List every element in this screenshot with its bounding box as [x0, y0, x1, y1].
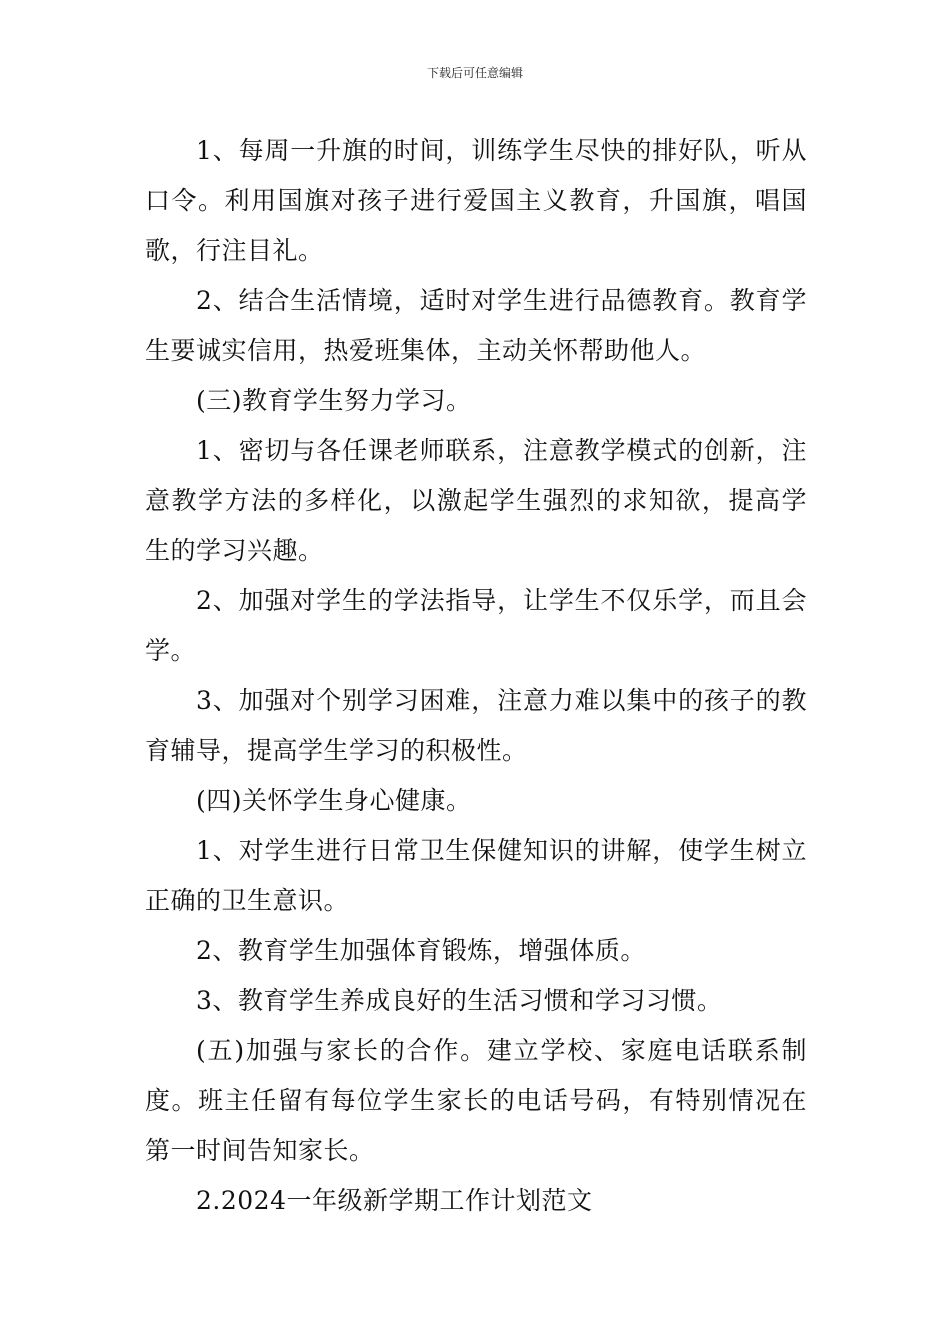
paragraph: 1、对学生进行日常卫生保健知识的讲解，使学生树立正确的卫生意识。 — [145, 836, 807, 915]
paragraph: 1、密切与各任课老师联系，注意教学模式的创新，注意教学方法的多样化，以激起学生强烈的求知欲，提高学生的学习兴趣。 — [145, 436, 807, 565]
paragraph: 3、教育学生养成良好的生活习惯和学习习惯。 — [196, 986, 723, 1015]
paragraph: 2、加强对学生的学法指导，让学生不仅乐学，而且会学。 — [145, 586, 807, 665]
paragraph: 2、结合生活情境，适时对学生进行品德教育。教育学生要诚实信用，热爱班集体，主动关怀帮助他人。 — [145, 286, 807, 365]
section-heading: (四)关怀学生身心健康。 — [196, 786, 472, 815]
paragraph: 1、每周一升旗的时间，训练学生尽快的排好队，听从口令。利用国旗对孩子进行爱国主义教育，升国旗，唱国歌，行注目礼。 — [145, 136, 807, 265]
page-header: 下载后可任意编辑 — [426, 66, 523, 80]
document-title: 2.2024一年级新学期工作计划范文 — [196, 1186, 593, 1215]
paragraph: 2、教育学生加强体育锻炼，增强体质。 — [196, 936, 646, 965]
section-heading: (三)教育学生努力学习。 — [196, 386, 472, 415]
document-body — [145, 126, 807, 1226]
paragraph: 3、加强对个别学习困难，注意力难以集中的孩子的教育辅导，提高学生学习的积极性。 — [145, 686, 807, 765]
section-heading: (五)加强与家长的合作。建立学校、家庭电话联系制度。班主任留有每位学生家长的电话号码，有特别情况在第一时间告知家长。 — [145, 1036, 807, 1165]
